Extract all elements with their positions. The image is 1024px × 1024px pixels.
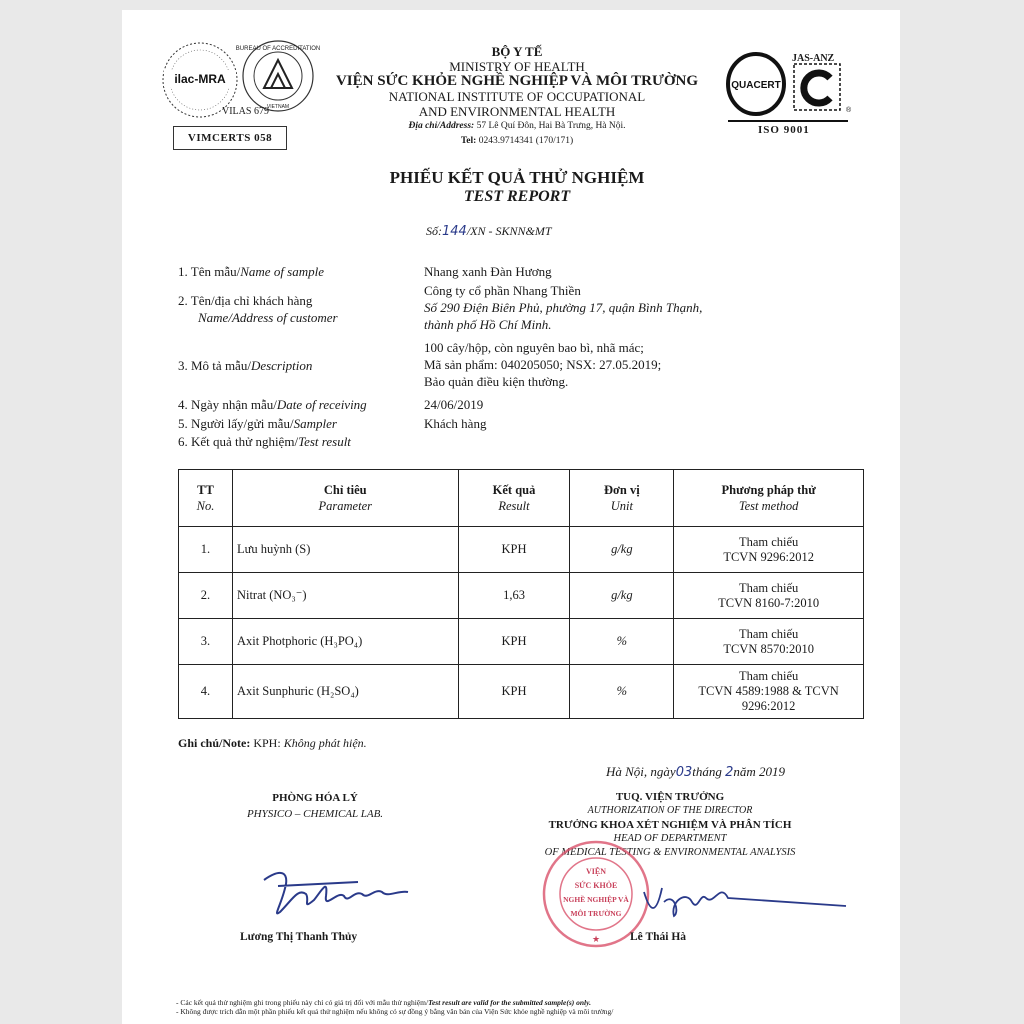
info-value-3: 100 cây/hộp, còn nguyên bao bì, nhã mác; Mã sản phẩm: 040205050; NSX: 27.05.2019; Bảo quản điều kiện thường. xyxy=(424,340,662,389)
signature-right xyxy=(640,872,850,922)
table-row: 2. Nitrat (NO₃⁻) 1,63 g/kg Tham chiếu TCVN 8160-7:2010 xyxy=(179,573,864,619)
institute-en-1: NATIONAL INSTITUTE OF OCCUPATIONAL xyxy=(388,89,646,104)
tel-label: Tel: xyxy=(460,136,477,146)
col-header-result: Kết quả Result xyxy=(458,470,570,527)
number-handwritten: 144 xyxy=(442,224,467,239)
info-label-4: 4. Ngày nhận mẫu/Date of receiving xyxy=(178,397,367,412)
stamp-line-1: VIỆN xyxy=(585,867,607,876)
signer-left: Lương Thị Thanh Thủy xyxy=(240,931,358,943)
institute-header xyxy=(300,44,734,149)
iso-rule xyxy=(728,120,848,122)
issue-date: Hà Nội, ngày03tháng 2năm 2019 xyxy=(606,764,786,780)
accreditation-ring-text: BUREAU OF ACCREDITATION xyxy=(235,46,321,52)
results-table xyxy=(178,469,864,719)
info-label-2: 2. Tên/địa chỉ khách hàng Name/Address of customer xyxy=(178,293,338,325)
svg-text:★: ★ xyxy=(591,934,601,944)
signature-left xyxy=(258,860,438,926)
footer-notes: - Các kết quả thử nghiệm ghi trong phiếu này chỉ có giá trị đối với mẫu thử nghiệm/Test result are valid for the submitted sample(s) only. - Không được trích dẫn một phần phiếu kết quả thử nghiệm nếu không có sự đồng ý bằng văn bản của Viện Sức khỏe nghề nghiệp và môi trường/ xyxy=(176,998,614,1016)
info-value-4: 24/06/2019 xyxy=(424,397,484,412)
institute-en-2: AND ENVIRONMENTAL HEALTH xyxy=(418,104,616,119)
report-number xyxy=(426,224,552,239)
title-en: TEST REPORT xyxy=(463,188,571,205)
stamp-line-3: NGHỀ NGHIỆP VÀ xyxy=(563,895,629,904)
col-header-method: Phương pháp thử Test method xyxy=(674,470,864,527)
vilas-number: VILAS 679 xyxy=(222,106,269,117)
vimcerts-box: VIMCERTS 058 xyxy=(173,126,287,150)
director-block: TUQ. VIỆN TRƯỞNG AUTHORIZATION OF THE DIRECTOR TRƯỞNG KHOA XÉT NGHIỆM VÀ PHÂN TÍCH HEAD OF DEPARTMENT OF MEDICAL TESTING & ENVIRONMENTAL ANALYSIS xyxy=(544,791,796,858)
svg-text:®: ® xyxy=(846,107,852,114)
ministry-en: MINISTRY OF HEALTH xyxy=(449,59,585,74)
tel: 0243.9714341 (170/171) xyxy=(478,136,574,146)
accreditation-country: VIETNAM xyxy=(266,104,290,110)
note: Ghi chú/Note: KPH: Không phát hiện. xyxy=(178,736,367,750)
info-label-3: 3. Mô tả mẫu/Description xyxy=(178,358,313,373)
number-prefix: Số: xyxy=(426,224,442,238)
number-suffix: /XN - SKNN&MT xyxy=(466,224,552,238)
ministry-vn: BỘ Y TẾ xyxy=(491,44,543,59)
title-vn: PHIẾU KẾT QUẢ THỬ NGHIỆM xyxy=(389,168,645,187)
col-header-parameter: Chỉ tiêu Parameter xyxy=(232,470,458,527)
table-row: 4. Axit Sunphuric (H₂SO₄) KPH % Tham chiếu TCVN 4589:1988 & TCVN 9296:2012 xyxy=(179,665,864,719)
report-title xyxy=(300,168,734,206)
info-label-6: 6. Kết quả thử nghiệm/Test result xyxy=(178,434,351,449)
signer-right: Lê Thái Hà xyxy=(630,931,687,943)
info-label-1: 1. Tên mẫu/Name of sample xyxy=(178,264,325,279)
col-header-unit: Đơn vị Unit xyxy=(570,470,674,527)
info-value-5: Khách hàng xyxy=(424,416,487,431)
table-row: 3. Axit Photphoric (H₃PO₄) KPH % Tham chiếu TCVN 8570:2010 xyxy=(179,619,864,665)
table-row: 1. Lưu huỳnh (S) KPH g/kg Tham chiếu TCVN 9296:2012 xyxy=(179,527,864,573)
stamp-line-4: MÔI TRƯỜNG xyxy=(570,909,622,918)
quacert-text: QUACERT xyxy=(731,80,781,91)
ilac-text: ilac-MRA xyxy=(174,72,226,86)
table-header-row xyxy=(179,470,864,527)
iso-label: ISO 9001 xyxy=(758,124,810,136)
institute-vn: VIỆN SỨC KHỎE NGHỀ NGHIỆP VÀ MÔI TRƯỜNG xyxy=(335,73,699,89)
jas-anz-label: JAS-ANZ xyxy=(792,53,835,64)
address: 57 Lê Quí Đôn, Hai Bà Trưng, Hà Nội. xyxy=(476,121,626,131)
lab-block: PHÒNG HÓA LÝ PHYSICO – CHEMICAL LAB. xyxy=(246,792,384,820)
col-header-no: TT No. xyxy=(179,470,233,527)
info-value-1: Nhang xanh Đàn Hương xyxy=(424,264,552,279)
info-value-2: Công ty cổ phần Nhang Thiền Số 290 Điện Biên Phủ, phường 17, quận Bình Thạnh, thành phố Hồ Chí Minh. xyxy=(424,283,703,332)
stamp-line-2: SỨC KHỎE xyxy=(574,881,618,890)
address-label: Địa chỉ/Address: xyxy=(408,121,475,131)
info-label-5: 5. Người lấy/gửi mẫu/Sampler xyxy=(178,416,337,431)
